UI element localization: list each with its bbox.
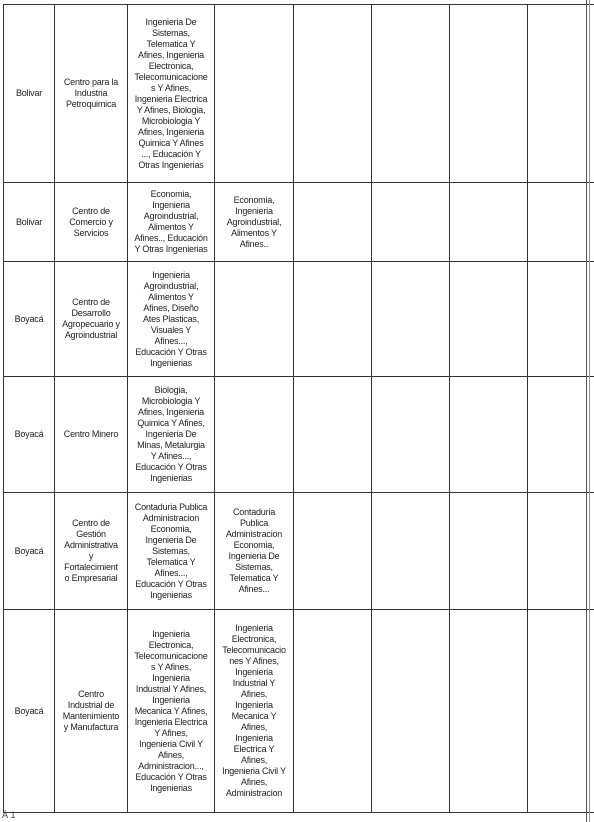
empty-cell <box>294 5 372 183</box>
table-row <box>4 610 594 813</box>
center-cell: Centro de Comercio y Servicios <box>55 183 128 262</box>
programs-cell: Ingenieria Electronica, Telecomunicacione s Y Afines, Ingenieria Industrial Y Afines, Ingenieria Mecanica Y Afines, Ingenieria Electrica Y Afines, Ingenieria Civil Y Afines, Administracion..., Educación Y Otras Ingenierias <box>128 610 215 813</box>
table-row <box>4 5 594 183</box>
empty-cell <box>450 5 528 183</box>
empty-cell <box>372 610 450 813</box>
programs-secondary-cell <box>215 377 294 493</box>
empty-cell <box>450 610 528 813</box>
center-cell: Centro Minero <box>55 377 128 493</box>
empty-cell <box>372 5 450 183</box>
page-corner-mark: Á 1 <box>2 810 16 820</box>
empty-cell <box>528 5 594 183</box>
programs-secondary-cell <box>215 262 294 377</box>
empty-cell <box>450 183 528 262</box>
department-cell: Boyacá <box>4 377 55 493</box>
empty-cell <box>294 262 372 377</box>
empty-cell <box>450 262 528 377</box>
center-cell: Centro de Gestión Administrativa y Fortalecimient o Empresarial <box>55 493 128 610</box>
empty-cell <box>294 493 372 610</box>
page-edge-line <box>586 0 587 822</box>
empty-cell <box>372 377 450 493</box>
empty-cell <box>528 262 594 377</box>
page-edge-line <box>589 0 590 822</box>
center-cell: Centro de Desarrollo Agropecuario y Agroindustrial <box>55 262 128 377</box>
table-row <box>4 262 594 377</box>
centers-table <box>3 4 594 813</box>
department-cell: Boyacá <box>4 493 55 610</box>
programs-secondary-cell <box>215 5 294 183</box>
empty-cell <box>528 610 594 813</box>
programs-cell: Ingenieria De Sistemas, Telematica Y Afines, Ingenieria Electronica, Telecomunicacione s Y Afines, Ingenieria Electrica Y Afines, Biologia, Microbiologia Y Afines, Ingenieria Quimica Y Afines ..., Educación Y Otras Ingenierias <box>128 5 215 183</box>
empty-cell <box>528 183 594 262</box>
programs-cell: Contaduria Publica Administracion Economia, Ingenieria De Sistemas, Telematica Y Afines..., Educación Y Otras Ingenierias <box>128 493 215 610</box>
center-cell: Centro para la Industria Petroquimica <box>55 5 128 183</box>
empty-cell <box>294 377 372 493</box>
empty-cell <box>450 493 528 610</box>
programs-cell: Ingenieria Agroindustrial, Alimentos Y Afines, Diseño Ates Plasticas, Visuales Y Afines..., Educación Y Otras Ingenierias <box>128 262 215 377</box>
empty-cell <box>372 493 450 610</box>
table-row <box>4 493 594 610</box>
department-cell: Boyacá <box>4 610 55 813</box>
department-cell: Bolivar <box>4 183 55 262</box>
table-row <box>4 377 594 493</box>
table-body <box>4 5 594 813</box>
department-cell: Bolivar <box>4 5 55 183</box>
table-row <box>4 183 594 262</box>
programs-secondary-cell: Contaduria Publica Administracion Economia, Ingenieria De Sistemas, Telematica Y Afines... <box>215 493 294 610</box>
empty-cell <box>450 377 528 493</box>
programs-secondary-cell: Ingenieria Electronica, Telecomunicacio nes Y Afines, Ingenieria Industrial Y Afines, Ingenieria Mecanica Y Afines, Ingenieria Electrica Y Afines, Ingenieria Civil Y Afines, Administracion <box>215 610 294 813</box>
empty-cell <box>372 183 450 262</box>
empty-cell <box>294 183 372 262</box>
programs-cell: Economia, Ingenieria Agroindustrial, Alimentos Y Afines.., Educación Y Otras Ingenierias <box>128 183 215 262</box>
department-cell: Boyacá <box>4 262 55 377</box>
empty-cell <box>372 262 450 377</box>
center-cell: Centro Industrial de Mantenimiento y Manufactura <box>55 610 128 813</box>
empty-cell <box>294 610 372 813</box>
programs-secondary-cell: Economia, Ingenieria Agroindustrial, Alimentos Y Afines.. <box>215 183 294 262</box>
programs-cell: Biologia, Microbiologia Y Afines, Ingenieria Quimica Y Afines, Ingenieria De Minas, Metalurgia Y Afines..., Educación Y Otras Ingenierias <box>128 377 215 493</box>
empty-cell <box>528 493 594 610</box>
empty-cell <box>528 377 594 493</box>
